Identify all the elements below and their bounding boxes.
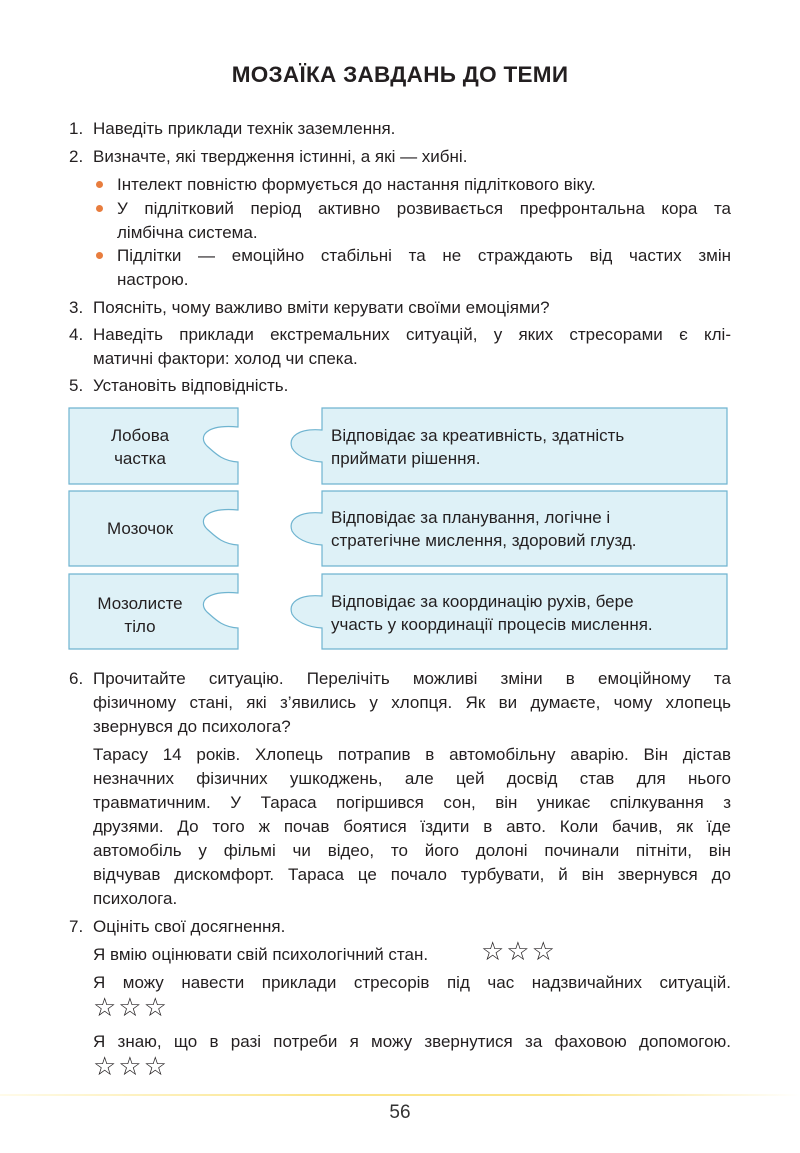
star-rating-1[interactable]: ☆☆☆ (481, 936, 557, 966)
statement-2-line-1: У підлітковий період активно розвивається префронтальна кора та (117, 199, 731, 218)
task-4-line-2: матичні фактори: холод чи спека. (93, 349, 358, 368)
item-number: 6. (69, 669, 84, 688)
item-number: 7. (69, 917, 84, 936)
story-line: відчував дискомфорт. Тараса це почало турбувати, й він звернувся до (93, 865, 731, 884)
right-text-3-line-2: участь у координації процесів мислення. (331, 615, 653, 634)
right-text-3-line-1: Відповідає за координацію рухів, бере (331, 592, 634, 611)
task-7-text: Оцініть свої досягнення. (93, 917, 286, 936)
statement-3-line-2: настрою. (117, 270, 189, 289)
right-text-2 (331, 506, 637, 552)
task-6-line-2: фізичному стані, які з’явились у хлопця. Як ви думаєте, чому хлопець (93, 693, 731, 712)
item-number: 2. (69, 147, 84, 166)
story-line: Тарасу 14 років. Хлопець потрапив в автомобільну аварію. Він дістав (93, 745, 731, 764)
task-1-text: Наведіть приклади технік заземлення. (93, 119, 396, 138)
task-4-line-1: Наведіть приклади екстремальних ситуацій, у яких стресорами є клі- (93, 325, 731, 344)
star-rating-2[interactable]: ☆☆☆ (93, 992, 169, 1022)
task-2-text: Визначте, які твердження істинні, а які — хибні. (93, 147, 468, 166)
footer-divider (0, 1094, 800, 1096)
item-number: 3. (69, 298, 84, 317)
right-text-2-line-2: стратегічне мислення, здоровий глузд. (331, 531, 637, 550)
left-label-3 (84, 592, 196, 638)
right-text-2-line-1: Відповідає за планування, логічне і (331, 508, 611, 527)
right-text-3 (331, 590, 653, 636)
left-label-1-line-1: Лобова (110, 426, 170, 445)
task-5-text: Установіть відповідність. (93, 376, 289, 395)
page-title: МОЗАЇКА ЗАВДАНЬ ДО ТЕМИ (231, 62, 569, 87)
self-assessment-1: Я вмію оцінювати свій психологічний стан. (93, 945, 429, 964)
right-text-1-line-2: приймати рішення. (331, 449, 481, 468)
task-6-line-3: звернувся до психолога? (93, 717, 291, 736)
left-label-3-line-2: тіло (124, 617, 156, 636)
item-number: 5. (69, 376, 84, 395)
story-line: друзями. До того ж почав боятися їздити в авто. Коли бачив, як їде (93, 817, 731, 836)
story-line: незначних фізичних ушкоджень, але цей досвід став для нього (93, 769, 731, 788)
left-label-1-line-2: частка (114, 449, 166, 468)
self-assessment-2: Я можу навести приклади стресорів під час надзвичайних ситуацій. (93, 973, 731, 992)
statement-1: Інтелект повністю формується до настання підліткового віку. (117, 175, 596, 194)
page-number: 56 (389, 1102, 411, 1123)
task-6-line-1: Прочитайте ситуацію. Перелічіть можливі зміни в емоційному та (93, 669, 731, 688)
self-assessment-3: Я знаю, що в разі потреби я можу звернутися за фаховою допомогою. (93, 1032, 731, 1051)
item-number: 1. (69, 119, 84, 138)
item-number: 4. (69, 325, 84, 344)
story-line: автомобіль у фільмі чи відео, то його долоні починали пітніти, він (93, 841, 731, 860)
story-line: травматичним. У Тараса погіршився сон, він уникає спілкування з (93, 793, 731, 812)
star-rating-3[interactable]: ☆☆☆ (93, 1051, 169, 1081)
left-label-2: Мозочок (106, 519, 174, 538)
left-label-1 (88, 424, 192, 470)
story-line: психолога. (93, 889, 178, 908)
right-text-1-line-1: Відповідає за креативність, здатність (331, 426, 625, 445)
left-label-3-line-1: Мозолисте (97, 594, 183, 613)
task-3-text: Поясніть, чому важливо вміти керувати своїми емоціями? (93, 298, 550, 317)
right-text-1 (331, 424, 624, 470)
statement-2-line-2: лімбічна система. (117, 223, 258, 242)
statement-3-line-1: Підлітки — емоційно стабільні та не страждають від частих змін (117, 246, 731, 265)
